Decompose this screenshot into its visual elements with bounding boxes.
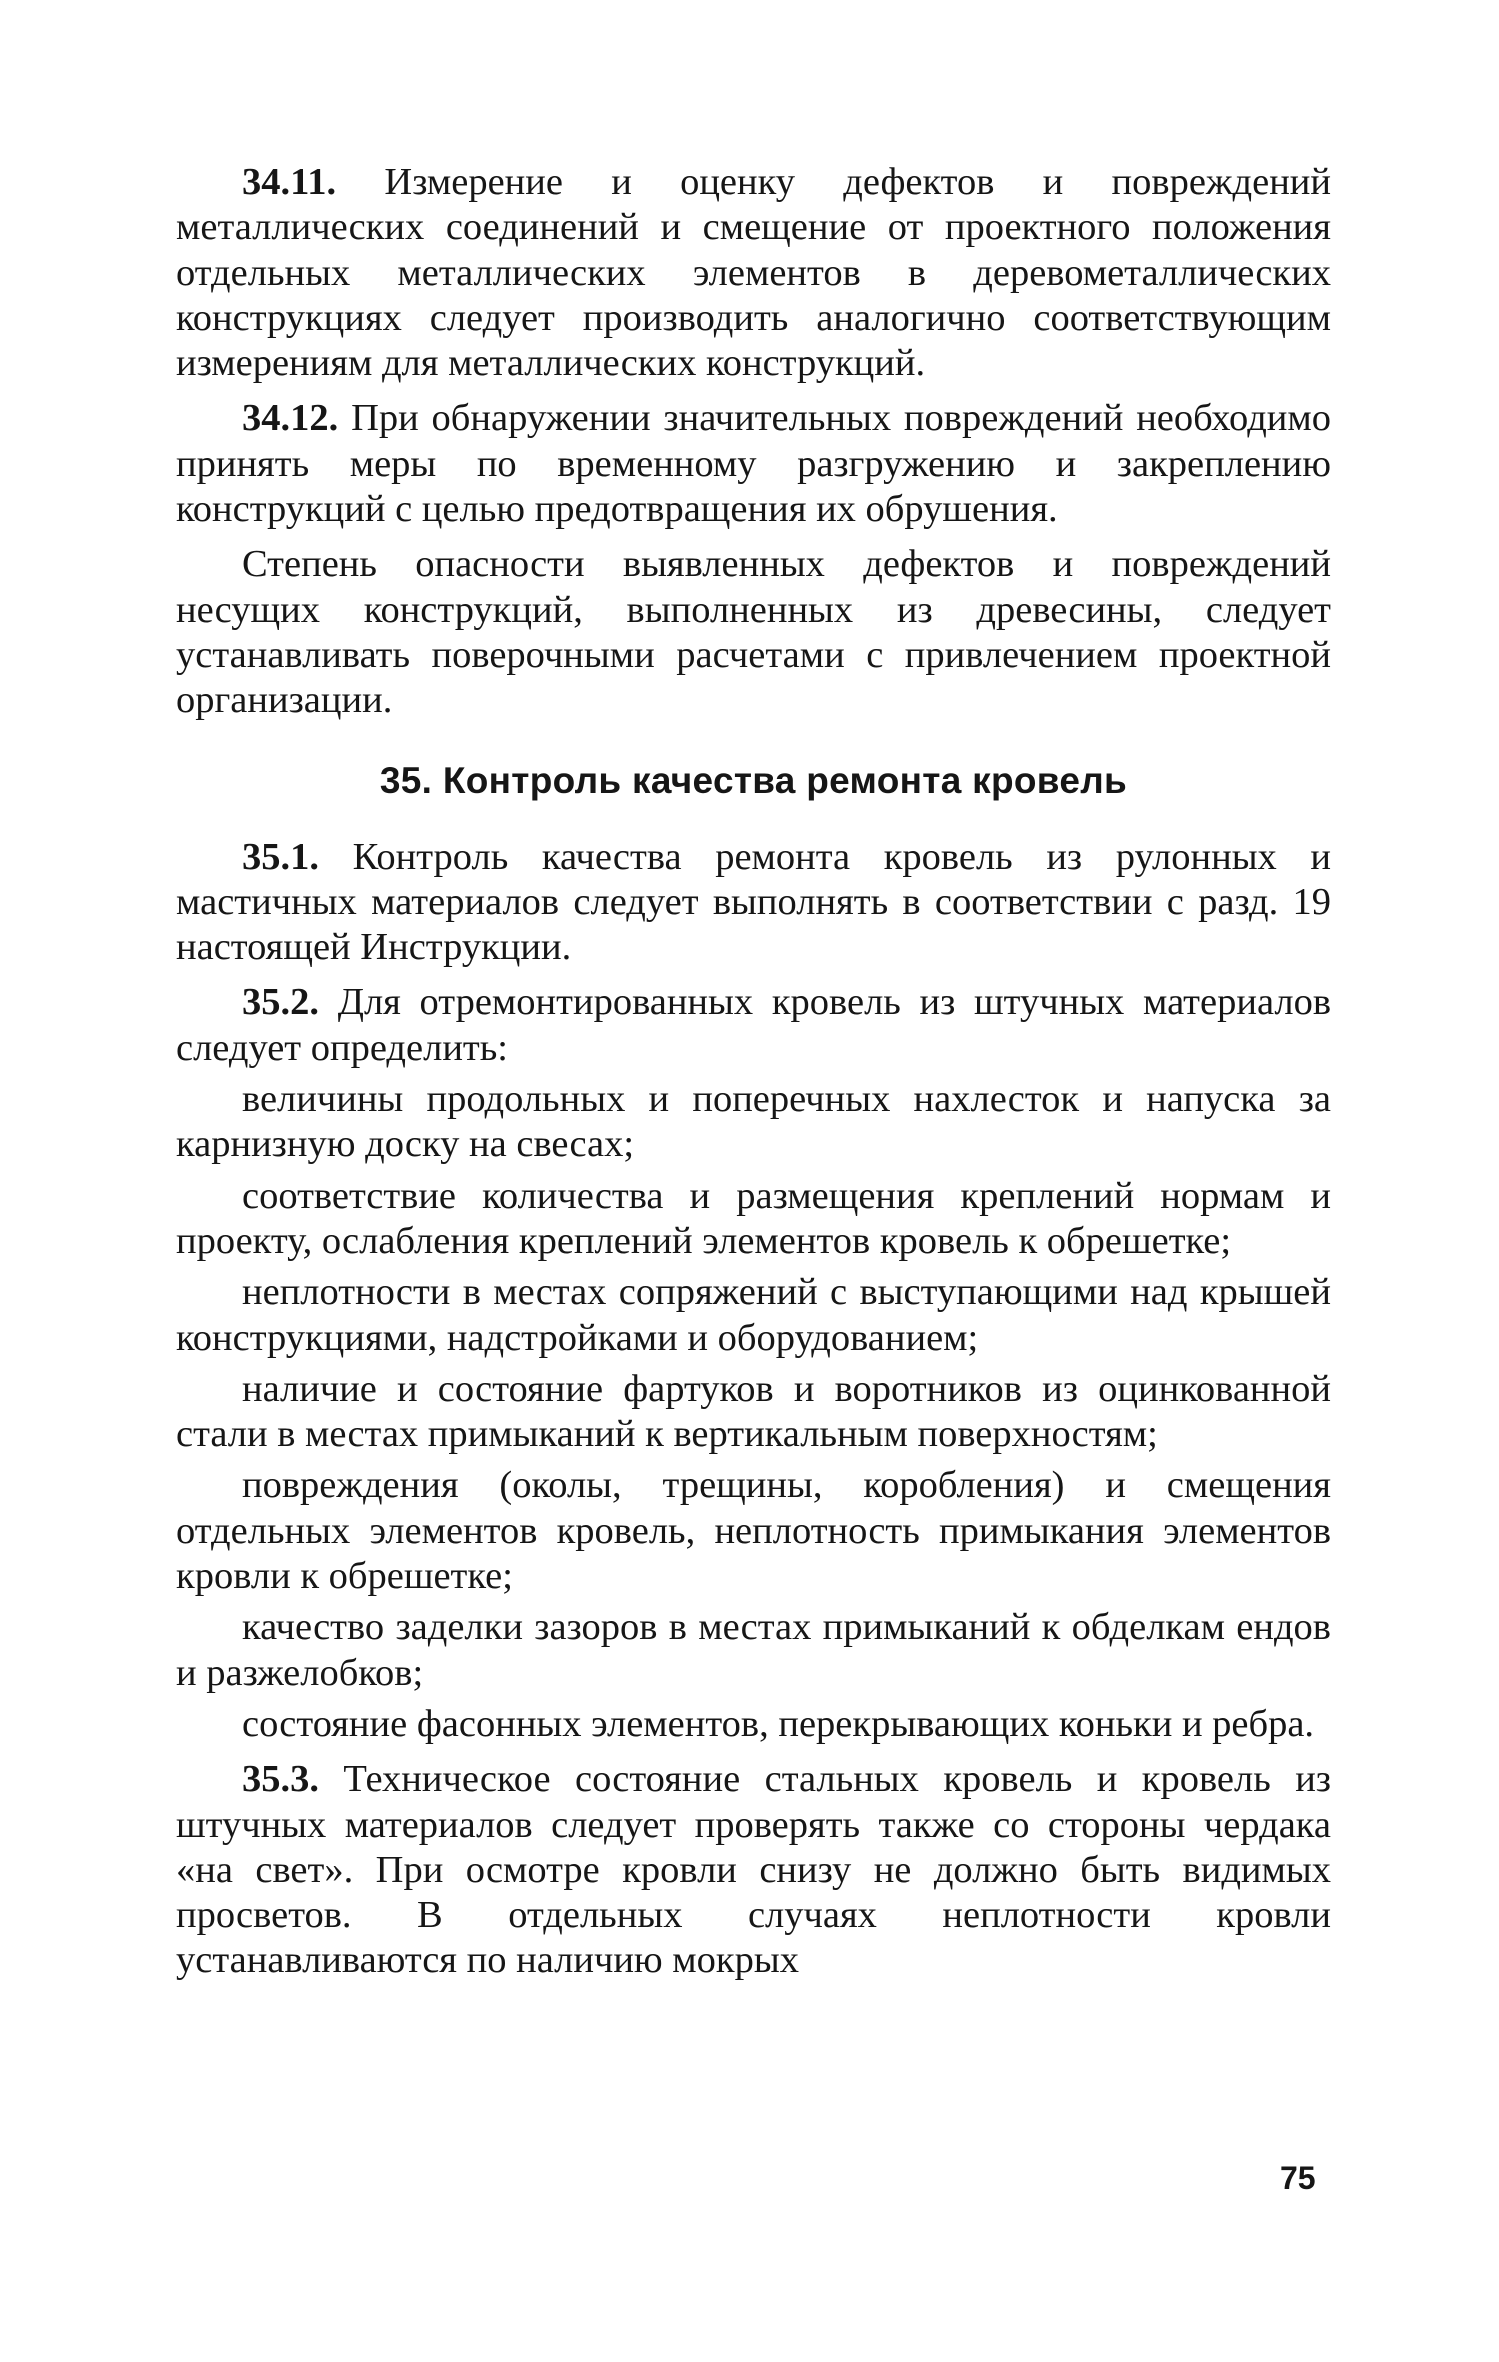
list-item: соответствие количества и размещения креплений нормам и проекту, ослабления креплений элементов кровель к обрешетке; — [176, 1174, 1331, 1262]
document-page — [176, 160, 1331, 1984]
clause-number: 35.2. — [242, 981, 319, 1024]
page-number: 75 — [1280, 2160, 1316, 2196]
list-item: повреждения (околы, трещины, коробления) и смещения отдельных элементов кровель, неплотность примыкания элементов кровли к обрешетке; — [176, 1464, 1331, 1598]
list-item: состояние фасонных элементов, перекрывающих коньки и ребра. — [242, 1702, 1315, 1745]
list-item: наличие и состояние фартуков и воротников из оцинкованной стали в местах примыканий к вертикальным поверхностям; — [176, 1367, 1331, 1456]
clause-text: При обнаружении значительных повреждений необходимо принять меры по временному разгружению и закреплению конструкций с целью предотвращения их обрушения. — [176, 397, 1331, 531]
clause-number: 35.1. — [242, 835, 319, 878]
section-heading-35: 35. Контроль качества ремонта кровель — [379, 759, 1128, 801]
clause-text: Контроль качества ремонта кровель из рулонных и мастичных материалов следует выполнять в соответствии с разд. 19 настоящей Инструкции. — [176, 835, 1331, 969]
paragraph-35-3 — [176, 1757, 1331, 1983]
clause-text: Для отремонтированных кровель из штучных материалов следует определить: — [176, 981, 1332, 1069]
paragraph-34-11 — [176, 160, 1331, 386]
clause-number: 34.12. — [242, 397, 339, 440]
clause-number: 34.11. — [242, 161, 337, 203]
list-item: качество заделки зазоров в местах примыканий к обделкам ендов и разжелобков; — [176, 1606, 1331, 1694]
clause-text: Техническое состояние стальных кровель и кровель из штучных материалов следует проверять также со стороны чердака «на свет». При осмотре кровли снизу не должно быть видимых просветов. В отдельных случаях неплотности кровли устанавливаются по наличию мокрых — [176, 1758, 1332, 1982]
list-item: величины продольных и поперечных нахлесток и напуска за карнизную доску на свесах; — [176, 1078, 1331, 1166]
clause-text: Измерение и оценку дефектов и повреждений металлических соединений и смещение от проектного положения отдельных металлических элементов в деревометаллических конструкциях следует производить аналогично соответствующим измерениям для металлических конструкций. — [176, 161, 1332, 385]
paragraph-35-1 — [176, 835, 1331, 971]
clause-number: 35.3. — [242, 1758, 319, 1801]
paragraph-34-12 — [176, 396, 1331, 532]
list-item: неплотности в местах сопряжений с выступающими над крышей конструкциями, надстройками и оборудованием; — [176, 1271, 1331, 1359]
paragraph-34-12-continued: Степень опасности выявленных дефектов и повреждений несущих конструкций, выполненных из древесины, следует устанавливать поверочными расчетами с привлечением проектной организации. — [176, 543, 1331, 722]
paragraph-35-2 — [176, 980, 1331, 1071]
